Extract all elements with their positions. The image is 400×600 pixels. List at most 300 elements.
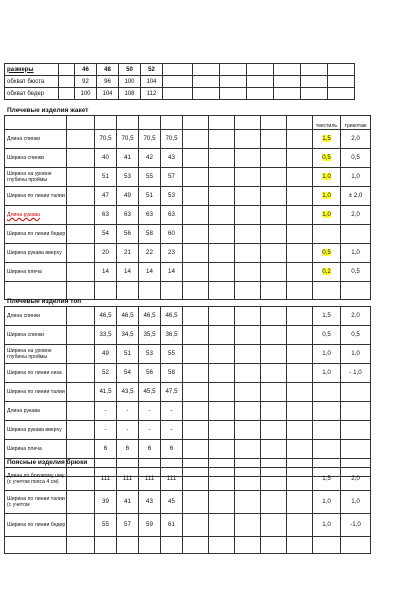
empty-cell	[209, 514, 235, 537]
tolerance-knit	[341, 383, 371, 402]
empty-cell	[67, 468, 95, 491]
cell-value: 70,5	[161, 130, 183, 149]
section-title-top: Плечевые изделия топ	[7, 298, 82, 305]
blank-row	[5, 282, 371, 300]
measure-row	[5, 402, 371, 421]
empty-cell	[261, 383, 287, 402]
row-label: Ширина по линии бедер	[5, 514, 67, 537]
row-label: Длина спинки	[5, 307, 67, 326]
cell-value: 6	[117, 440, 139, 459]
cell-value: 104	[97, 88, 119, 100]
cell-value: 46,5	[95, 307, 117, 326]
cell-value: 70,5	[95, 130, 117, 149]
cell-value: 46,5	[161, 307, 183, 326]
tolerance-knit: 1,0	[341, 244, 371, 263]
cell-value: 49	[95, 345, 117, 364]
pants-measure-table	[4, 467, 371, 554]
cell-value: 63	[161, 206, 183, 225]
tol-header-textile: текстиль	[313, 116, 341, 130]
row-label: обхват бюста	[5, 76, 59, 88]
tolerance-textile	[313, 402, 341, 421]
empty-cell	[287, 491, 313, 514]
measure-row	[5, 130, 371, 149]
tolerance-textile	[313, 263, 341, 282]
measure-row	[5, 326, 371, 345]
tolerance-value: 0,2	[322, 268, 331, 275]
cell-value: 41,5	[95, 383, 117, 402]
empty-cell	[209, 244, 235, 263]
tolerance-knit: 1,0	[341, 345, 371, 364]
measure-row	[5, 263, 371, 282]
empty-cell	[261, 421, 287, 440]
empty-cell	[261, 440, 287, 459]
empty-cell	[235, 440, 261, 459]
cell-value: -	[139, 402, 161, 421]
empty-cell	[209, 263, 235, 282]
tolerance-value: 1,0	[322, 211, 331, 218]
cell-value: 46,5	[117, 307, 139, 326]
tolerance-textile	[313, 468, 341, 491]
cell-value: 49	[117, 187, 139, 206]
empty-cell	[235, 421, 261, 440]
empty-cell	[183, 383, 209, 402]
measure-row	[5, 225, 371, 244]
empty-cell	[287, 402, 313, 421]
tolerance-textile	[313, 421, 341, 440]
tolerance-knit	[341, 421, 371, 440]
cell-value: 20	[95, 244, 117, 263]
cell-value: 63	[117, 206, 139, 225]
cell-value: 39	[95, 491, 117, 514]
tolerance-value: 1,0	[322, 369, 331, 376]
empty-cell	[261, 468, 287, 491]
row-label: Ширина рукава вверху	[5, 244, 67, 263]
cell-value: 111	[161, 468, 183, 491]
size-46: 46	[75, 64, 97, 76]
measure-row	[5, 149, 371, 168]
cell-value: 56	[117, 225, 139, 244]
empty-cell	[287, 149, 313, 168]
cell-value: 47	[95, 187, 117, 206]
empty-cell	[209, 421, 235, 440]
empty-cell	[235, 491, 261, 514]
empty-cell	[183, 244, 209, 263]
row-label: Ширина на уровне глубины проймы	[5, 168, 67, 187]
row-label: Ширина рукава вверху	[5, 421, 67, 440]
size-52: 52	[141, 64, 163, 76]
size-row-bust	[5, 76, 355, 88]
empty-cell	[235, 514, 261, 537]
row-label: Ширина по линии бедер	[5, 225, 67, 244]
tolerance-value: 0,5	[322, 331, 331, 338]
tolerance-textile	[313, 244, 341, 263]
empty-cell	[235, 187, 261, 206]
empty-cell	[183, 263, 209, 282]
tolerance-textile	[313, 345, 341, 364]
cell-value: 111	[139, 468, 161, 491]
empty-cell	[261, 225, 287, 244]
cell-value: 41	[117, 491, 139, 514]
empty-cell	[67, 307, 95, 326]
empty-cell	[67, 440, 95, 459]
cell-value: 57	[161, 168, 183, 187]
empty-cell	[287, 421, 313, 440]
cell-value: 54	[95, 225, 117, 244]
measure-row	[5, 307, 371, 326]
tolerance-value: 1,0	[322, 192, 331, 199]
empty-cell	[235, 225, 261, 244]
cell-value: 43	[139, 491, 161, 514]
tolerance-header-row	[5, 116, 371, 130]
cell-value: 14	[117, 263, 139, 282]
empty-cell	[209, 307, 235, 326]
empty-cell	[287, 187, 313, 206]
empty-cell	[209, 402, 235, 421]
empty-cell	[235, 168, 261, 187]
cell-value: 14	[161, 263, 183, 282]
empty-cell	[287, 307, 313, 326]
cell-value: 33,5	[95, 326, 117, 345]
tolerance-textile	[313, 440, 341, 459]
tolerance-textile	[313, 225, 341, 244]
cell-value: 14	[139, 263, 161, 282]
cell-value: 53	[139, 345, 161, 364]
tolerance-value: 0,5	[322, 154, 331, 161]
cell-value: 51	[139, 187, 161, 206]
tolerance-value: 1,0	[322, 521, 331, 528]
tolerance-knit: - 1,0	[341, 364, 371, 383]
size-row-hips	[5, 88, 355, 100]
empty-cell	[67, 345, 95, 364]
measure-row	[5, 345, 371, 364]
row-label: Ширина по линии низа	[5, 364, 67, 383]
cell-value: 92	[75, 76, 97, 88]
cell-value: 111	[117, 468, 139, 491]
empty-cell	[235, 244, 261, 263]
empty-cell	[67, 514, 95, 537]
empty-cell	[287, 130, 313, 149]
empty-cell	[209, 326, 235, 345]
size-table	[4, 63, 355, 100]
tol-header-knit: трикотаж	[341, 116, 371, 130]
cell-value: 23	[161, 244, 183, 263]
tolerance-textile	[313, 149, 341, 168]
empty-cell	[183, 440, 209, 459]
cell-value: 14	[95, 263, 117, 282]
size-50: 50	[119, 64, 141, 76]
measure-row	[5, 440, 371, 459]
cell-value: 96	[97, 76, 119, 88]
measure-row	[5, 364, 371, 383]
cell-value: 34,5	[117, 326, 139, 345]
tolerance-value: 1,5	[322, 475, 331, 482]
empty-cell	[261, 187, 287, 206]
empty-cell	[261, 149, 287, 168]
empty-cell	[183, 168, 209, 187]
empty-cell	[209, 491, 235, 514]
cell-value: 45,5	[139, 383, 161, 402]
cell-value: 70,5	[117, 130, 139, 149]
empty-cell	[261, 402, 287, 421]
empty-cell	[67, 130, 95, 149]
cell-value: 108	[119, 88, 141, 100]
cell-value: 57	[117, 514, 139, 537]
cell-value: 47,5	[161, 383, 183, 402]
tolerance-knit: 1,0	[341, 168, 371, 187]
empty-cell	[287, 468, 313, 491]
measure-row	[5, 383, 371, 402]
cell-value: 100	[75, 88, 97, 100]
empty-cell	[209, 345, 235, 364]
tolerance-knit: 2,0	[341, 206, 371, 225]
empty-cell	[67, 149, 95, 168]
measure-row	[5, 168, 371, 187]
blank-row	[5, 537, 371, 554]
tolerance-knit	[341, 225, 371, 244]
empty-cell	[261, 130, 287, 149]
tolerance-knit: 0,5	[341, 263, 371, 282]
empty-cell	[235, 130, 261, 149]
empty-cell	[235, 149, 261, 168]
cell-value: 61	[161, 514, 183, 537]
measure-row	[5, 244, 371, 263]
empty-cell	[261, 244, 287, 263]
measure-row	[5, 491, 371, 514]
row-label: Длина по боковому шву (с учетом пояса 4 см)	[5, 468, 67, 491]
empty-cell	[209, 206, 235, 225]
empty-cell	[287, 225, 313, 244]
empty-cell	[235, 468, 261, 491]
empty-cell	[209, 383, 235, 402]
empty-cell	[287, 263, 313, 282]
empty-cell	[67, 225, 95, 244]
measure-row	[5, 468, 371, 491]
size-header-row	[5, 64, 355, 76]
empty-cell	[209, 149, 235, 168]
empty-cell	[235, 206, 261, 225]
section-title-pants: Поясные изделия брюки	[7, 459, 88, 466]
empty-cell	[261, 491, 287, 514]
cell-value: 21	[117, 244, 139, 263]
cell-value: 104	[141, 76, 163, 88]
empty-cell	[183, 345, 209, 364]
empty-cell	[235, 383, 261, 402]
empty-cell	[183, 402, 209, 421]
empty-cell	[67, 364, 95, 383]
jacket-measure-table	[4, 115, 371, 300]
empty-cell	[67, 263, 95, 282]
tolerance-value: 0,5	[322, 249, 331, 256]
row-label: Ширина спинки	[5, 149, 67, 168]
tolerance-knit: 0,5	[341, 326, 371, 345]
cell-value: 55	[95, 514, 117, 537]
empty-cell	[183, 187, 209, 206]
empty-cell	[287, 514, 313, 537]
empty-cell	[235, 326, 261, 345]
cell-value: 43,5	[117, 383, 139, 402]
cell-value: 58	[161, 364, 183, 383]
empty-cell	[67, 491, 95, 514]
tolerance-value: 1,0	[322, 173, 331, 180]
empty-cell	[261, 307, 287, 326]
empty-cell	[287, 168, 313, 187]
cell-value: 100	[119, 76, 141, 88]
empty-cell	[183, 491, 209, 514]
row-label: обхват бедер	[5, 88, 59, 100]
empty-cell	[261, 206, 287, 225]
cell-value: 55	[161, 345, 183, 364]
empty-cell	[261, 345, 287, 364]
empty-cell	[209, 187, 235, 206]
empty-cell	[261, 364, 287, 383]
row-label: Ширина по линии талии	[5, 383, 67, 402]
tolerance-knit	[341, 440, 371, 459]
empty-cell	[67, 383, 95, 402]
tolerance-knit: 2,0	[341, 468, 371, 491]
empty-cell	[287, 383, 313, 402]
cell-value: 55	[139, 168, 161, 187]
tolerance-value: 1,0	[322, 498, 331, 505]
empty-cell	[183, 225, 209, 244]
section-title-jacket: Плечевые изделия жакет	[7, 107, 89, 114]
measure-row	[5, 514, 371, 537]
tolerance-knit	[341, 402, 371, 421]
cell-value: 6	[139, 440, 161, 459]
cell-value: 54	[117, 364, 139, 383]
empty-cell	[209, 130, 235, 149]
empty-cell	[287, 244, 313, 263]
tolerance-textile	[313, 326, 341, 345]
cell-value: 41	[117, 149, 139, 168]
empty-cell	[209, 364, 235, 383]
empty-cell	[67, 244, 95, 263]
empty-cell	[67, 326, 95, 345]
empty-cell	[209, 225, 235, 244]
cell-value: 59	[139, 514, 161, 537]
cell-value: 63	[139, 206, 161, 225]
tolerance-textile	[313, 514, 341, 537]
tolerance-textile	[313, 307, 341, 326]
empty-cell	[287, 345, 313, 364]
cell-value: -	[161, 402, 183, 421]
empty-cell	[209, 468, 235, 491]
tolerance-value: 1,0	[322, 350, 331, 357]
cell-value: -	[95, 402, 117, 421]
empty-cell	[235, 364, 261, 383]
tolerance-textile	[313, 491, 341, 514]
measure-row	[5, 206, 371, 225]
empty-cell	[261, 326, 287, 345]
empty-cell	[183, 307, 209, 326]
empty-cell	[183, 130, 209, 149]
empty-cell	[261, 168, 287, 187]
cell-value: -	[117, 402, 139, 421]
cell-value: 6	[161, 440, 183, 459]
empty-cell	[183, 421, 209, 440]
cell-value: -	[139, 421, 161, 440]
empty-cell	[67, 206, 95, 225]
empty-cell	[209, 168, 235, 187]
tolerance-value: 1,5	[322, 135, 331, 142]
tolerance-knit: 1,0	[341, 491, 371, 514]
cell-value: 53	[117, 168, 139, 187]
cell-value: 36,5	[161, 326, 183, 345]
empty-cell	[67, 421, 95, 440]
cell-value: 40	[95, 149, 117, 168]
cell-value: 46,5	[139, 307, 161, 326]
cell-value: 6	[95, 440, 117, 459]
measure-row	[5, 187, 371, 206]
tolerance-knit: 2,0	[341, 307, 371, 326]
size-header-label: размеры	[5, 64, 59, 76]
tolerance-knit: ± 2,0	[341, 187, 371, 206]
empty-cell	[261, 263, 287, 282]
empty-cell	[183, 364, 209, 383]
cell-value: 111	[95, 468, 117, 491]
empty-cell	[287, 364, 313, 383]
empty-cell	[235, 345, 261, 364]
empty-cell	[209, 440, 235, 459]
empty-cell	[183, 206, 209, 225]
empty-cell	[183, 468, 209, 491]
tolerance-textile	[313, 364, 341, 383]
cell-value: 51	[95, 168, 117, 187]
empty-cell	[183, 514, 209, 537]
measure-row	[5, 421, 371, 440]
row-label: Ширина по линии талии	[5, 187, 67, 206]
empty-cell	[67, 168, 95, 187]
cell-value: 56	[139, 364, 161, 383]
empty-cell	[287, 206, 313, 225]
cell-value: 51	[117, 345, 139, 364]
tolerance-knit: -1,0	[341, 514, 371, 537]
cell-value: 112	[141, 88, 163, 100]
size-48: 48	[97, 64, 119, 76]
empty-cell	[235, 307, 261, 326]
cell-value: 53	[161, 187, 183, 206]
tolerance-knit: 0,5	[341, 149, 371, 168]
cell-value: 42	[139, 149, 161, 168]
empty-cell	[183, 326, 209, 345]
cell-value: 22	[139, 244, 161, 263]
tolerance-textile	[313, 187, 341, 206]
row-label: Длина рукава	[5, 206, 67, 225]
cell-value: -	[117, 421, 139, 440]
cell-value: 58	[139, 225, 161, 244]
tolerance-knit: 2,0	[341, 130, 371, 149]
tolerance-textile	[313, 168, 341, 187]
empty-cell	[67, 402, 95, 421]
empty-cell	[287, 440, 313, 459]
tolerance-value: 1,5	[322, 312, 331, 319]
row-label: Ширина спинки	[5, 326, 67, 345]
cell-value: -	[161, 421, 183, 440]
row-label: Длина спинки	[5, 130, 67, 149]
cell-value: 70,5	[139, 130, 161, 149]
cell-value: 43	[161, 149, 183, 168]
cell-value: 35,5	[139, 326, 161, 345]
empty-cell	[183, 149, 209, 168]
row-label: Ширина плеча	[5, 263, 67, 282]
tolerance-textile	[313, 383, 341, 402]
top-measure-table	[4, 306, 371, 477]
cell-value: 60	[161, 225, 183, 244]
tolerance-textile	[313, 130, 341, 149]
empty-cell	[235, 402, 261, 421]
empty-cell	[67, 187, 95, 206]
empty-cell	[235, 263, 261, 282]
row-label: Длина рукава	[5, 402, 67, 421]
